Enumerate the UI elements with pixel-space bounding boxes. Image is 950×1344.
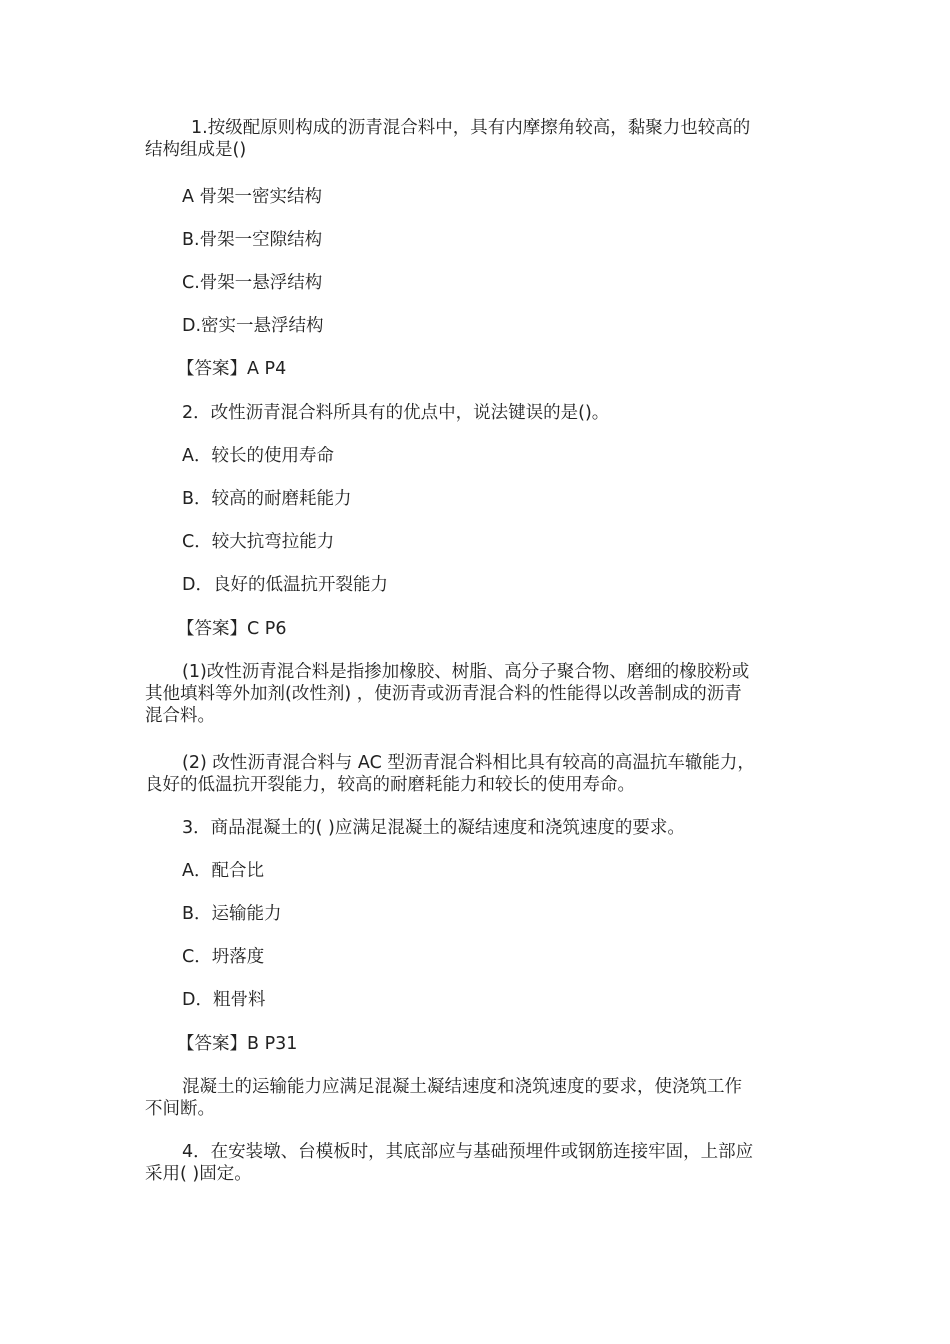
question-1-stem-line-1: 1.按级配原则构成的沥青混合料中，具有内摩擦角较高，黏聚力也较高的 (191, 118, 751, 138)
question-3-answer: 【答案】B P31 (177, 1034, 298, 1054)
question-1-option-c: C.骨架一悬浮结构 (182, 273, 323, 293)
question-1-stem-line-2: 结构组成是() (145, 140, 247, 160)
question-2-explanation-1-line-2: 其他填料等外加剂(改性剂) ，使沥青或沥青混合料的性能得以改善制成的沥青 (145, 684, 742, 704)
question-2-explanation-2 (145, 752, 810, 796)
question-2-explanation-2-line-1: (2) 改性沥青混合料与 AC 型沥青混合料相比具有较高的高温抗车辙能力， (182, 753, 755, 773)
question-3-option-d: D．粗骨料 (182, 990, 266, 1010)
question-3-option-a: A．配合比 (182, 861, 264, 881)
question-2-option-a: A．较长的使用寿命 (182, 446, 334, 466)
question-2-explanation-2-line-2: 良好的低温抗开裂能力，较高的耐磨耗能力和较长的使用寿命。 (145, 775, 635, 795)
question-1-option-b: B.骨架一空隙结构 (182, 230, 323, 250)
question-1-answer: 【答案】A P4 (177, 359, 287, 379)
question-2-option-d: D．良好的低温抗开裂能力 (182, 575, 388, 595)
question-1-option-a: A 骨架一密实结构 (182, 187, 323, 207)
question-4-stem-line-1: 4．在安装墩、台模板时，其底部应与基础预埋件或钢筋连接牢固，上部应 (182, 1142, 754, 1162)
question-2-explanation-1-line-3: 混合料。 (145, 706, 215, 726)
question-2-option-c: C．较大抗弯拉能力 (182, 532, 335, 552)
question-2-stem: 2．改性沥青混合料所具有的优点中，说法键误的是()。 (182, 403, 610, 423)
question-3-explanation (145, 1076, 810, 1120)
question-3-stem: 3．商品混凝土的( )应满足混凝土的凝结速度和浇筑速度的要求。 (182, 818, 685, 838)
question-2-explanation-1 (145, 661, 810, 727)
question-4-stem (145, 1141, 810, 1185)
question-1-option-d: D.密实一悬浮结构 (182, 316, 324, 336)
question-3-option-c: C．坍落度 (182, 947, 265, 967)
question-4-stem-line-2: 采用( )固定。 (145, 1164, 252, 1184)
question-3-explanation-line-2: 不间断。 (145, 1099, 215, 1119)
question-3-explanation-line-1: 混凝土的运输能力应满足混凝土凝结速度和浇筑速度的要求，使浇筑工作 (182, 1077, 742, 1097)
question-1-stem (145, 117, 810, 161)
question-3-option-b: B．运输能力 (182, 904, 282, 924)
question-2-answer: 【答案】C P6 (177, 619, 287, 639)
question-2-explanation-1-line-1: (1)改性沥青混合料是指掺加橡胶、树脂、高分子聚合物、磨细的橡胶粉或 (182, 662, 750, 682)
question-2-option-b: B．较高的耐磨耗能力 (182, 489, 352, 509)
